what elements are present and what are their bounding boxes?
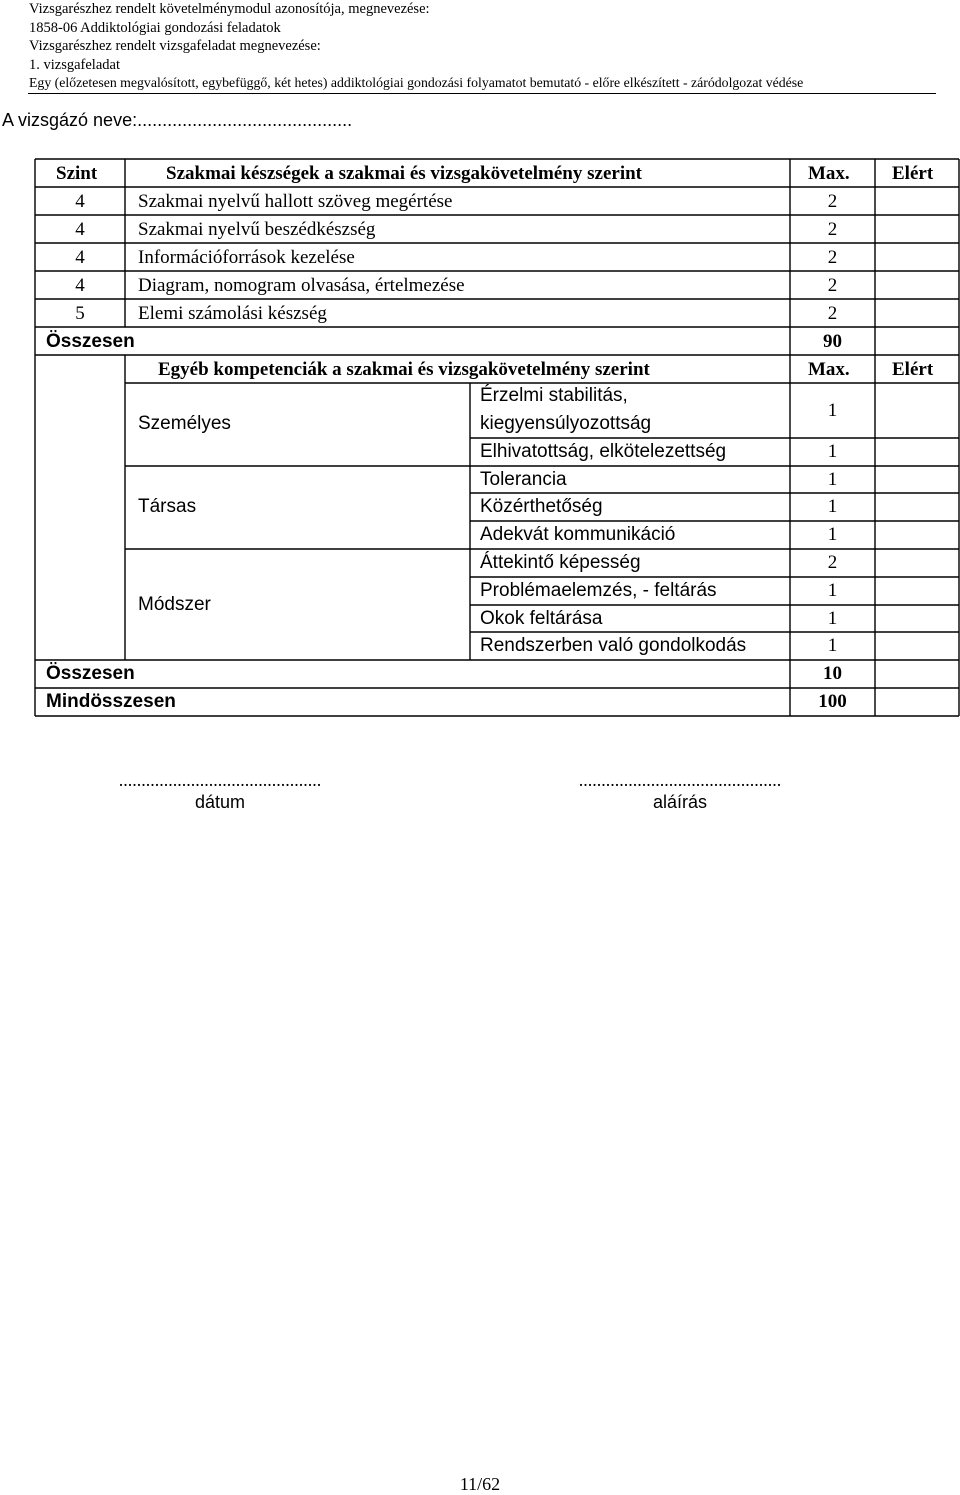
grand-total-label: Mindösszesen — [46, 691, 176, 712]
competency-label: kiegyensúlyozottság — [480, 413, 652, 434]
signature-label: aláírás — [652, 792, 708, 812]
competency-label: Áttekintő képesség — [480, 552, 641, 573]
col-header-competencies: Egyéb kompetenciák a szakmai és vizsgakövetelmény szerint — [158, 359, 650, 380]
competency-max: 1 — [827, 400, 838, 421]
col-header-achieved: Elért — [892, 163, 934, 184]
col-header-skills: Szakmai készségek a szakmai és vizsgakövetelmény szerint — [166, 163, 642, 184]
col-header-level: Szint — [56, 163, 98, 184]
skill-level: 5 — [75, 303, 85, 324]
date-line: ............................................. — [118, 770, 322, 790]
competency-max: 2 — [827, 552, 838, 573]
skill-label: Információforrások kezelése — [138, 247, 355, 268]
competency-max: 1 — [827, 580, 838, 601]
header-line: Vizsgarészhez rendelt vizsgafeladat megnevezése: — [29, 38, 321, 55]
skill-label: Diagram, nomogram olvasása, értelmezése — [138, 275, 465, 296]
competency-label: Közérthetőség — [480, 496, 603, 517]
competency-max: 1 — [827, 524, 838, 545]
signature-line: ............................................. — [578, 770, 782, 790]
skill-label: Szakmai nyelvű hallott szöveg megértése — [138, 191, 453, 212]
subtotal-max: 90 — [823, 331, 842, 352]
date-label: dátum — [194, 792, 246, 812]
competency-max: 1 — [827, 441, 838, 462]
skill-level: 4 — [75, 191, 85, 212]
skill-level: 4 — [75, 275, 85, 296]
page-number: 11/62 — [459, 1474, 501, 1494]
group-social: Társas — [138, 496, 197, 517]
skill-max: 2 — [827, 275, 838, 296]
competency-max: 1 — [827, 469, 838, 490]
competency-label: Elhivatottság, elkötelezettség — [480, 441, 727, 462]
skill-level: 4 — [75, 219, 85, 240]
subtotal-label: Összesen — [46, 331, 135, 352]
competency-label: Tolerancia — [480, 469, 567, 490]
header-line: Egy (előzetesen megvalósított, egybefüggő, két hetes) addiktológiai gondozási folyamatot bemutató - előre elkészített - záródolgozat védése — [29, 75, 804, 91]
competency-label: Problémaelemzés, - feltárás — [480, 580, 717, 601]
candidate-name-line: A vizsgázó neve:........................................... — [2, 110, 353, 130]
competency-label: Okok feltárása — [480, 608, 603, 629]
subtotal-max: 10 — [823, 663, 842, 684]
competency-label: Adekvát kommunikáció — [480, 524, 676, 545]
header-line: 1. vizsgafeladat — [29, 56, 120, 73]
skill-max: 2 — [827, 191, 838, 212]
group-personal: Személyes — [138, 413, 231, 434]
col-header-max: Max. — [808, 359, 850, 380]
header-line: Vizsgarészhez rendelt követelménymodul azonosítója, megnevezése: — [29, 1, 430, 17]
header-line: 1858-06 Addiktológiai gondozási feladatok — [29, 19, 281, 36]
competency-max: 1 — [827, 608, 838, 629]
subtotal-label: Összesen — [46, 663, 135, 684]
competency-label: Rendszerben való gondolkodás — [480, 635, 747, 656]
skill-label: Elemi számolási készség — [138, 303, 327, 324]
skill-max: 2 — [827, 247, 838, 268]
skill-max: 2 — [827, 219, 838, 240]
col-header-max: Max. — [808, 163, 850, 184]
skill-label: Szakmai nyelvű beszédkészség — [138, 219, 376, 240]
competency-max: 1 — [827, 496, 838, 517]
col-header-achieved: Elért — [892, 359, 934, 380]
skill-max: 2 — [827, 303, 838, 324]
competency-max: 1 — [827, 635, 838, 656]
skill-level: 4 — [75, 247, 85, 268]
competency-label: Érzelmi stabilitás, — [480, 385, 628, 406]
grand-total-max: 100 — [818, 691, 847, 712]
group-method: Módszer — [138, 594, 211, 615]
